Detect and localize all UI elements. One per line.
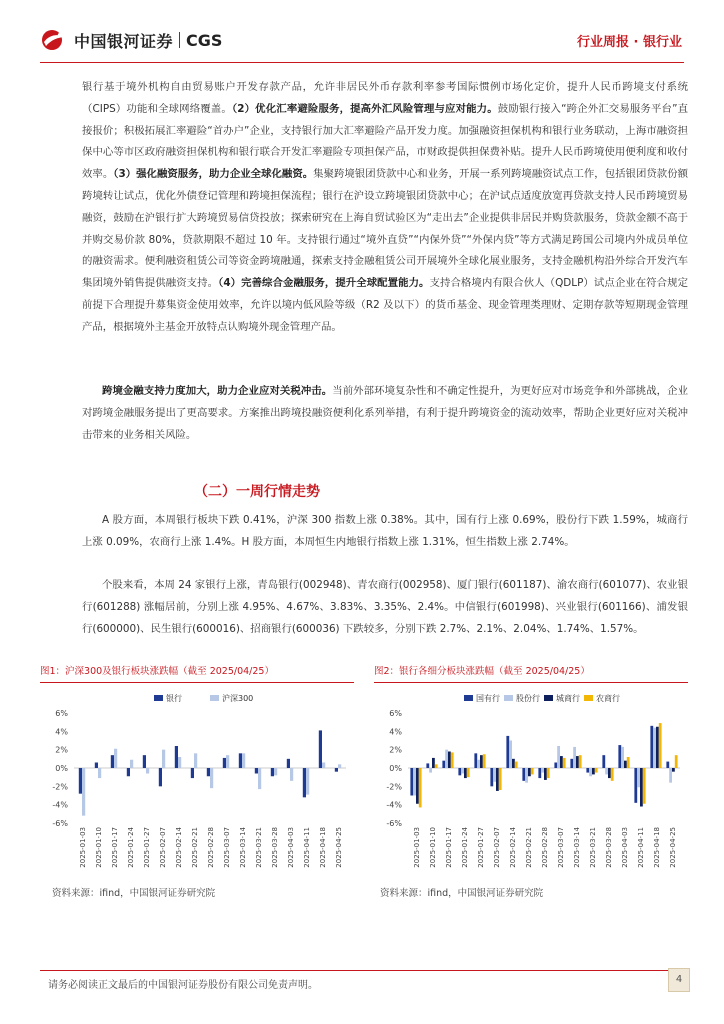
bar-国有行: [602, 755, 605, 768]
bar-股份行: [461, 768, 464, 774]
bar-银行: [287, 759, 290, 768]
bar-农商行: [467, 768, 470, 777]
y-tick-label: -6%: [386, 819, 402, 828]
figure-2: [374, 663, 688, 887]
bar-国有行: [490, 768, 493, 786]
text-segment: 支持合格境内有限合伙人（QDLP）试点企业在符合规定前提下合理提升募集资金使用效率，允许以境内低风险等级（R2 及以下）的货币基金、现金管理类理财、定期存款等短期现金管理产品，根据境外主基金开放特点认购境外现金管理产品。: [82, 277, 689, 333]
legend-swatch: [584, 695, 593, 701]
y-tick-label: 2%: [389, 745, 402, 755]
bar-国有行: [538, 768, 541, 778]
x-tick-label: 2025-02-14: [509, 827, 517, 868]
bar-沪深300: [338, 764, 341, 768]
bar-农商行: [643, 768, 646, 804]
legend-label: 银行: [166, 694, 182, 703]
bar-沪深300: [322, 763, 325, 769]
x-tick-label: 2025-04-18: [653, 827, 661, 868]
legend-label: 城商行: [556, 694, 580, 703]
bar-沪深300: [274, 768, 277, 775]
bar-股份行: [429, 768, 432, 773]
bar-国有行: [474, 753, 477, 768]
x-tick-label: 2025-02-28: [541, 827, 549, 868]
x-tick-label: 2025-04-03: [621, 827, 629, 868]
x-tick-label: 2025-04-03: [287, 827, 295, 868]
paragraph-cross-border-support: [82, 381, 688, 446]
bar-股份行: [525, 768, 528, 783]
x-tick-label: 2025-01-10: [429, 827, 437, 868]
figure-2-rule: [374, 682, 688, 683]
bar-国有行: [506, 736, 509, 768]
bar-银行: [143, 755, 146, 768]
x-tick-label: 2025-02-07: [493, 827, 501, 868]
bar-农商行: [435, 764, 438, 768]
bar-股份行: [557, 746, 560, 768]
bar-城商行: [656, 727, 659, 768]
bar-城商行: [608, 768, 611, 778]
logo-chinese-name: 中国银河证券: [74, 31, 174, 51]
bar-银行: [175, 746, 178, 768]
text-segment: 鼓励银行接入“跨企外汇交易服务平台”直接报价；积极拓展汇率避险“首办户”企业，支持银行加大汇率避险产品开发力度。加强融资担保机构和银行业务联动，上海市融资担保中心等市区政府融资担保机构和银行联合开发汇率避险专项担保产品，市财政提供担保费补贴。提升人民币跨境使用便利度和收付效率。: [82, 102, 689, 181]
bar-沪深300: [258, 768, 261, 789]
bar-国有行: [650, 726, 653, 768]
bar-银行: [127, 768, 130, 776]
bar-城商行: [576, 756, 579, 768]
bar-城商行: [512, 759, 515, 768]
bar-农商行: [515, 762, 518, 768]
y-tick-label: 0%: [389, 764, 402, 773]
logo-english-name: CGS: [186, 30, 223, 50]
bar-股份行: [541, 768, 544, 773]
legend-swatch: [544, 695, 553, 701]
x-tick-label: 2025-04-25: [669, 827, 677, 868]
bar-沪深300: [98, 768, 101, 778]
x-tick-label: 2025-04-11: [637, 827, 645, 868]
bar-城商行: [496, 768, 499, 791]
bar-银行: [239, 753, 242, 768]
bar-国有行: [458, 768, 461, 775]
bar-国有行: [410, 768, 413, 796]
x-tick-label: 2025-02-07: [159, 827, 167, 868]
x-tick-label: 2025-03-28: [605, 827, 613, 868]
bar-沪深300: [290, 768, 293, 781]
bar-农商行: [499, 768, 502, 790]
bar-股份行: [573, 747, 576, 768]
bar-沪深300: [114, 749, 117, 768]
bar-城商行: [416, 768, 419, 804]
x-tick-label: 2025-03-14: [239, 827, 247, 868]
header-divider: [40, 62, 684, 63]
bold-heading-segment: （4）完善综合金融服务，提升全球配置能力。: [218, 277, 430, 290]
x-tick-label: 2025-01-27: [143, 827, 151, 868]
footer-divider: [40, 970, 684, 971]
bar-国有行: [554, 763, 557, 769]
y-tick-label: 2%: [55, 745, 68, 755]
bar-沪深300: [162, 750, 165, 768]
company-logo: [40, 28, 222, 52]
legend-label: 国有行: [476, 694, 500, 703]
x-tick-label: 2025-01-10: [95, 827, 103, 868]
legend-swatch: [210, 695, 219, 701]
bar-国有行: [442, 761, 445, 768]
legend-label: 沪深300: [222, 694, 254, 703]
y-tick-label: -4%: [386, 800, 402, 810]
bar-银行: [191, 768, 194, 778]
bold-heading-segment: 跨境金融支持力度加大，助力企业应对关税冲击。: [102, 385, 333, 397]
bar-银行: [207, 768, 210, 776]
figure-2-title: 图2：银行各细分板块涨跌幅（截至 2025/04/25）: [374, 666, 590, 677]
bar-农商行: [595, 768, 598, 773]
text-segment: 集聚跨境银团贷款中心和业务，开展一系列跨境融资试点工作，包括银团贷款份额跨境转让试点，优化外债登记管理和跨境担保流程；银行在沪设立跨境银团贷款中心；在沪试点适度放宽再贷款支持人民币跨境贸易融资，鼓励在沪银行扩大跨境贸易信贷投放；探索研究在上海自贸试验区为“走出去”企业提供非居民并购贷款服务，贷款金额不高于并购交易价款 80%，贷款期限不超过 10 年。支持银行通过“境外直贷”“内保外贷”“外保内贷”等方式满足跨国公司境内外成员单位的融资需求。便利融资租赁公司等资金跨境融通，探索支持金融租赁公司开展境外全球化展业服务，支持金融机构沿外综合开发汽车集团境外销售提供融资支持。: [82, 168, 689, 290]
text-segment: 当前外部环境复杂性和不确定性提升，为更好应对市场竞争和外部挑战，企业对跨境金融服务提出了更高要求。方案推出跨境投融资便利化系列举措，有利于提升跨境资金的流动效率，帮助企业更好应对关税冲击带来的业务相关风险。: [82, 385, 689, 441]
bar-银行: [271, 768, 274, 776]
bar-农商行: [419, 768, 422, 807]
bar-城商行: [464, 768, 467, 778]
bar-股份行: [669, 768, 672, 783]
paragraph-market-review: A 股方面，本周银行板块下跌 0.41%，沪深 300 指数上涨 0.38%。其中，国有行上涨 0.69%，股份行下跌 1.59%，城商行上涨 0.09%，农商行上涨 1.4%。H 股方面，本周恒生内地银行指数上涨 1.31%，恒生指数上涨 2.74%。: [82, 514, 688, 548]
bar-农商行: [563, 758, 566, 768]
bar-国有行: [570, 759, 573, 768]
x-tick-label: 2025-02-28: [207, 827, 215, 868]
bar-沪深300: [194, 753, 197, 768]
bar-银行: [223, 758, 226, 768]
legend-label: 农商行: [596, 694, 620, 703]
galaxy-logo-icon: [40, 28, 68, 52]
paragraph-policy-measures: [82, 77, 688, 339]
logo-separator: [179, 32, 180, 48]
bar-农商行: [579, 755, 582, 768]
legend-swatch: [464, 695, 473, 701]
bar-农商行: [451, 752, 454, 768]
bar-银行: [79, 768, 82, 794]
x-tick-label: 2025-03-07: [557, 827, 565, 868]
bar-银行: [303, 768, 306, 797]
page-number: 4: [668, 968, 690, 992]
bar-股份行: [621, 747, 624, 768]
x-tick-label: 2025-03-28: [271, 827, 279, 868]
legend-label: 股份行: [516, 694, 540, 703]
figure-1-chart: [40, 687, 354, 887]
figure-1: [40, 663, 354, 887]
x-tick-label: 2025-01-17: [111, 827, 119, 868]
bar-城商行: [624, 761, 627, 768]
bar-城商行: [560, 756, 563, 768]
bar-国有行: [522, 768, 525, 781]
page-header: [0, 0, 724, 60]
bar-农商行: [627, 757, 630, 768]
x-tick-label: 2025-03-21: [255, 827, 263, 868]
bar-城商行: [672, 768, 675, 772]
x-tick-label: 2025-01-24: [461, 827, 469, 868]
bar-银行: [255, 768, 258, 774]
x-tick-label: 2025-01-27: [477, 827, 485, 868]
text-segment: 银行基于境外机构自由贸易账户开发存款产品，允许非居民外币存款利率参考国际惯例市场化定价，提升人民币跨境支付系统（CIPS）功能和全球网络覆盖。: [82, 81, 688, 115]
bar-城商行: [432, 758, 435, 768]
bar-城商行: [528, 768, 531, 776]
bar-农商行: [611, 768, 614, 781]
legend-swatch: [504, 695, 513, 701]
figure-1-source: 资料来源：ifind，中国银河证券研究院: [52, 888, 216, 899]
bold-heading-segment: （2）优化汇率避险服务，提高外汇风险管理与应对能力。: [231, 102, 498, 115]
paragraph-stock-movers: 个股来看，本周 24 家银行上涨，青岛银行(002948)、青农商行(002958)、厦门银行(601187)、渝农商行(601077)、农业银行(601288) 涨幅居前，分别上涨 4.95%、4.67%、3.83%、3.35%、2.4%。中信银行(601998)、兴业银行(601166)、浦发银行(600000)、民生银行(600016)、招商银行(600036) 下跌较多，分别下跌 2.7%、2.1%、2.04%、1.74%、1.57%。: [82, 579, 688, 635]
bar-股份行: [413, 768, 416, 796]
x-tick-label: 2025-01-03: [413, 827, 421, 868]
x-tick-label: 2025-03-14: [573, 827, 581, 868]
bar-国有行: [426, 763, 429, 768]
x-tick-label: 2025-01-17: [445, 827, 453, 868]
bar-农商行: [531, 768, 534, 774]
bar-沪深300: [178, 757, 181, 768]
bar-城商行: [480, 755, 483, 768]
bar-沪深300: [130, 760, 133, 768]
section-title: （二）一周行情走势: [194, 484, 320, 500]
bar-国有行: [618, 745, 621, 768]
bar-沪深300: [82, 768, 85, 816]
bar-沪深300: [242, 753, 245, 768]
bar-沪深300: [146, 768, 149, 774]
bar-城商行: [544, 768, 547, 780]
x-tick-label: 2025-04-11: [303, 827, 311, 868]
y-tick-label: 0%: [55, 764, 68, 773]
x-tick-label: 2025-01-24: [127, 827, 135, 868]
figure-2-source: 资料来源：ifind，中国银河证券研究院: [380, 888, 544, 899]
bold-heading-segment: （3）强化融资服务，助力企业全球化融资。: [113, 168, 314, 181]
x-tick-label: 2025-02-21: [525, 827, 533, 868]
x-tick-label: 2025-03-07: [223, 827, 231, 868]
y-tick-label: 4%: [389, 727, 402, 737]
footer-disclaimer: 请务必阅读正文最后的中国银河证券股份有限公司免责声明。: [48, 980, 318, 991]
x-tick-label: 2025-03-21: [589, 827, 597, 868]
y-tick-label: 6%: [389, 709, 402, 718]
bar-股份行: [589, 768, 592, 776]
bar-股份行: [605, 768, 608, 774]
figure-2-chart: [374, 687, 688, 887]
bar-城商行: [640, 768, 643, 807]
bar-银行: [95, 763, 98, 769]
bar-股份行: [445, 750, 448, 768]
x-tick-label: 2025-04-25: [335, 827, 343, 868]
x-tick-label: 2025-01-03: [79, 827, 87, 868]
x-tick-label: 2025-04-18: [319, 827, 327, 868]
legend-swatch: [154, 695, 163, 701]
bar-国有行: [586, 768, 589, 773]
x-tick-label: 2025-02-14: [175, 827, 183, 868]
bar-股份行: [637, 768, 640, 787]
bar-银行: [111, 755, 114, 768]
bar-城商行: [448, 752, 451, 769]
bar-农商行: [547, 768, 550, 778]
y-tick-label: -2%: [52, 782, 68, 792]
bar-农商行: [675, 755, 678, 768]
bar-股份行: [493, 768, 496, 782]
y-tick-label: -6%: [52, 819, 68, 828]
y-tick-label: 4%: [55, 727, 68, 737]
bar-股份行: [477, 760, 480, 768]
bar-银行: [159, 768, 162, 786]
bar-股份行: [653, 728, 656, 768]
report-type-label: 行业周报 · 银行业: [577, 35, 682, 50]
bar-股份行: [509, 741, 512, 769]
y-tick-label: 6%: [55, 709, 68, 718]
x-tick-label: 2025-02-21: [191, 827, 199, 868]
bar-沪深300: [210, 768, 213, 788]
bar-银行: [319, 730, 322, 768]
bar-沪深300: [226, 755, 229, 768]
bar-沪深300: [306, 768, 309, 795]
y-tick-label: -2%: [386, 782, 402, 792]
bar-国有行: [666, 762, 669, 768]
figure-1-rule: [40, 682, 354, 683]
y-tick-label: -4%: [52, 800, 68, 810]
bar-农商行: [659, 723, 662, 768]
bar-城商行: [592, 768, 595, 774]
bar-银行: [335, 768, 338, 772]
bar-农商行: [483, 754, 486, 768]
bar-国有行: [634, 768, 637, 803]
figure-1-title: 图1：沪深300及银行板块涨跌幅（截至 2025/04/25）: [40, 666, 274, 677]
